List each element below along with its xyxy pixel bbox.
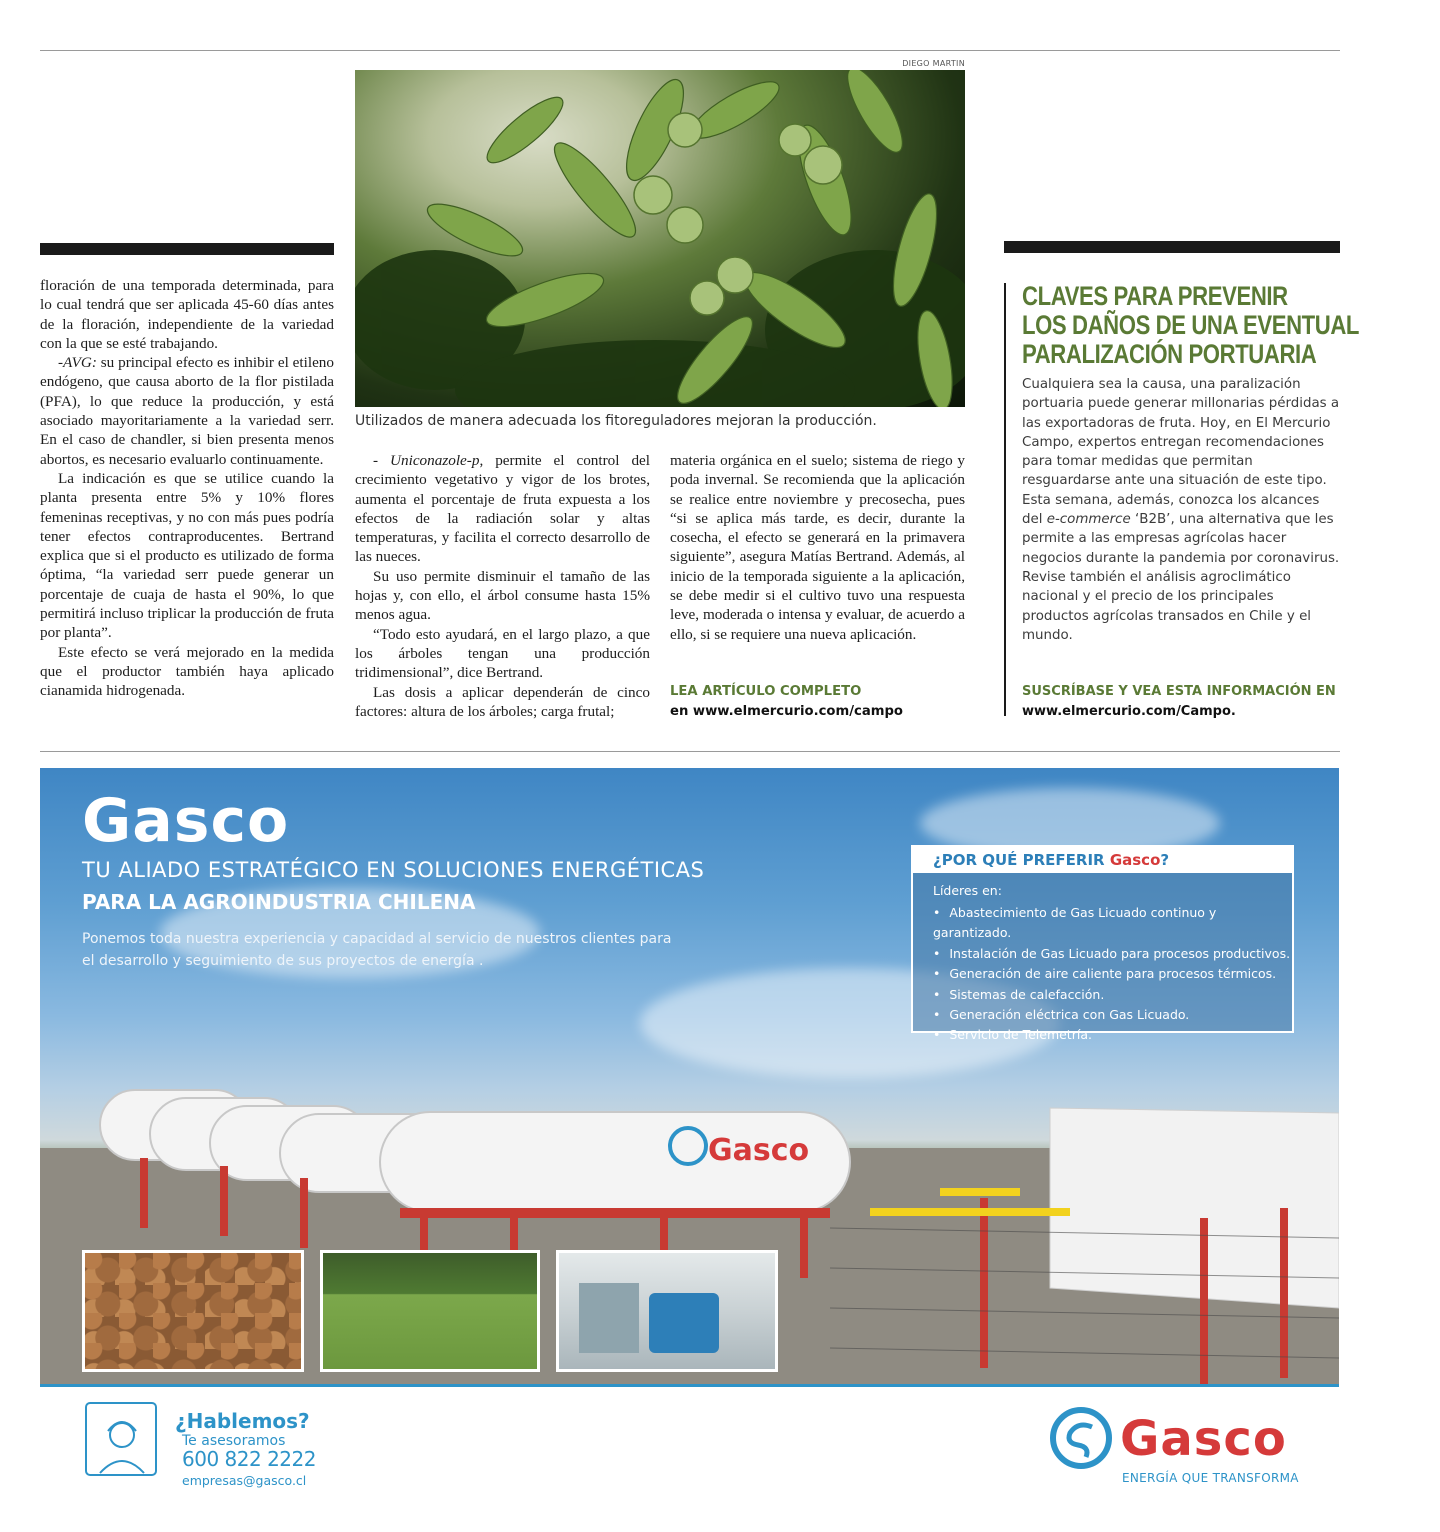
advisor-icon xyxy=(82,1399,162,1479)
gasco-brand: Gasco xyxy=(1120,1411,1287,1467)
why-list xyxy=(933,903,1292,1046)
contact-phone[interactable]: 600 822 2222 xyxy=(182,1447,316,1471)
read-more-label: LEA ARTÍCULO COMPLETO xyxy=(670,684,862,699)
sidebar-paragraph: Cualquiera sea la causa, una paralización portuaria puede generar millonarias pérdidas a las exportadoras de fruta. Hoy, en El Mercurio Campo, expertos entregan recomendaciones para tomar medidas que permitan resguardarse ante una situación de este tipo. xyxy=(1022,377,1340,489)
photo-caption: Utilizados de manera adecuada los fitoreguladores mejoran la producción. xyxy=(355,413,877,429)
ad-subheadline: PARA LA AGROINDUSTRIA CHILENA xyxy=(82,890,476,914)
why-intro: Líderes en: xyxy=(933,883,1002,898)
paragraph xyxy=(355,451,650,567)
field-thumbnail xyxy=(320,1250,540,1372)
walnut-photo xyxy=(355,70,965,407)
sidebar-title-line: LOS DAÑOS DE UNA EVENTUAL xyxy=(1022,310,1360,340)
contact-email[interactable]: empresas@gasco.cl xyxy=(182,1473,307,1488)
paragraph: Este efecto se verá mejorado en la medida que el productor también haya aplicado cianamida hidrogenada. xyxy=(40,643,334,700)
column-bar-right xyxy=(1004,241,1340,253)
why-list-item: • Abastecimiento de Gas Licuado continuo y garantizado. xyxy=(933,903,1292,944)
gasco-logo: Gasco xyxy=(82,786,290,856)
sidebar-cta-link[interactable]: www.elmercurio.com/Campo. xyxy=(1022,704,1236,719)
sidebar-title-line: CLAVES PARA PREVENIR xyxy=(1022,281,1288,311)
article-column-2 xyxy=(355,451,650,721)
paragraph: floración de una temporada determinada, para lo cual tendrá que ser aplicada 45-60 días antes de la floración, independiente de la variedad con la que se esté trabajando. xyxy=(40,277,334,352)
sidebar-cta-label: SUSCRÍBASE Y VEA ESTA INFORMACIÓN EN xyxy=(1022,684,1336,699)
contact-title: ¿Hablemos? xyxy=(175,1409,310,1433)
article-column-1 xyxy=(40,276,334,701)
article-column-3 xyxy=(670,451,965,644)
photo-credit: DIEGO MARTIN xyxy=(902,59,965,68)
paragraph: materia orgánica en el suelo; sistema de riego y poda invernal. Se recomienda que la aplicación se realice entre noviembre y precosecha, pues “si se aplica más tarde, es decir, durante la cosecha, el efecto se generará en la primavera siguiente”, asegura Matías Bertrand. Además, al inicio de la temporada siguiente a la aplicación, se debe medir si el cultivo tuvo una respuesta leve, moderada o intensa y evaluar, de acuerdo a ello, si se requiere una nueva aplicación. xyxy=(670,452,965,643)
ad-headline: TU ALIADO ESTRATÉGICO EN SOLUCIONES ENERGÉTICAS xyxy=(82,858,705,882)
why-list-item: • Generación eléctrica con Gas Licuado. xyxy=(933,1005,1292,1025)
contact-subtitle: Te asesoramos xyxy=(182,1433,286,1449)
bottom-rule xyxy=(40,751,1340,752)
walnuts-thumbnail xyxy=(82,1250,304,1372)
paragraph-text: su principal efecto es inhibir el etileno endógeno, que causa aborto de la flor pistilada (PFA), lo que reduce la producción, y está asociado mayoritariamente a la variedad serr. En el caso de chandler, si bien presenta menos abortos, es necesario evaluarlo continuamente. xyxy=(40,354,334,468)
sidebar-title-line: PARALIZACIÓN PORTUARIA xyxy=(1022,339,1317,369)
ad-footer xyxy=(40,1384,1339,1488)
sidebar-title xyxy=(1022,281,1360,369)
why-brand: Gasco xyxy=(1109,851,1161,869)
term: Uniconazole-p xyxy=(390,452,480,469)
column-bar-left xyxy=(40,243,334,255)
sidebar-paragraph xyxy=(1022,491,1340,645)
why-list-item: • Generación de aire caliente para procesos térmicos. xyxy=(933,964,1292,984)
sidebar-text-part: ‘B2B’, una alternativa que les permite a las empresas agrícolas hacer negocios durante la pandemia por coronavirus. Revise también el análisis agroclimático nacional y el precio de los principales productos agrícolas transados en Chile y el mundo. xyxy=(1022,512,1340,643)
gasco-symbol-icon xyxy=(1048,1405,1114,1471)
paragraph: La indicación es que se utilice cuando la planta presenta entre 5% y 10% flores femeninas receptivas, y no con más pues podría tener efectos contraproducentes. Bertrand explica que si el producto es utilizado de forma óptima, “la variedad serr puede generar un porcentaje de cuaja de hasta el 90%, lo que permitirá incluso triplicar la producción de fruta por planta”. xyxy=(40,469,334,642)
sidebar-text-part: Esta semana, además, conozca los alcances del xyxy=(1022,492,1320,528)
paragraph xyxy=(40,353,334,469)
gasco-tagline: ENERGÍA QUE TRANSFORMA xyxy=(1122,1471,1299,1485)
top-rule xyxy=(40,50,1340,51)
equipment-thumbnail xyxy=(556,1250,778,1372)
sidebar-cta xyxy=(1022,682,1336,722)
why-list-item: • Sistemas de calefacción. xyxy=(933,985,1292,1005)
read-more-link[interactable]: en www.elmercurio.com/campo xyxy=(670,704,903,719)
paragraph-text: , permite el control del crecimiento vegetativo y vigor de los brotes, aumenta el porcentaje de fruta expuesta a los efectos de la radiación solar y altas temperaturas, y facilita el correcto desarrollo de las nueces. xyxy=(355,452,651,566)
paragraph: “Todo esto ayudará, en el largo plazo, a que los árboles tengan una producción tridimensional”, dice Bertrand. xyxy=(355,625,650,682)
read-more xyxy=(670,682,903,722)
dash: - xyxy=(373,452,391,469)
why-suffix: ? xyxy=(1160,851,1170,869)
gasco-advertisement xyxy=(40,768,1339,1488)
why-prefix: ¿POR QUÉ PREFERIR xyxy=(933,851,1110,869)
sidebar-body xyxy=(1022,375,1340,645)
why-gasco-box xyxy=(911,845,1294,1043)
tank-brand-label: Gasco xyxy=(708,1133,810,1168)
why-list-item: • Servicio de Telemetría. xyxy=(933,1025,1292,1045)
term: -AVG: xyxy=(58,354,97,372)
why-list-item: • Instalación de Gas Licuado para procesos productivos. xyxy=(933,944,1292,964)
paragraph: Su uso permite disminuir el tamaño de las hojas y, con ello, el árbol consume hasta 15% menos agua. xyxy=(355,567,650,624)
ad-description: Ponemos toda nuestra experiencia y capacidad al servicio de nuestros clientes para el desarrollo y seguimiento de sus proyectos de energía . xyxy=(82,931,672,969)
paragraph: Las dosis a aplicar dependerán de cinco factores: altura de los árboles; carga frutal; xyxy=(355,683,650,720)
sidebar-emphasis: e-commerce xyxy=(1046,512,1131,528)
why-gasco-heading xyxy=(913,847,1292,873)
sidebar-divider xyxy=(1004,283,1006,716)
